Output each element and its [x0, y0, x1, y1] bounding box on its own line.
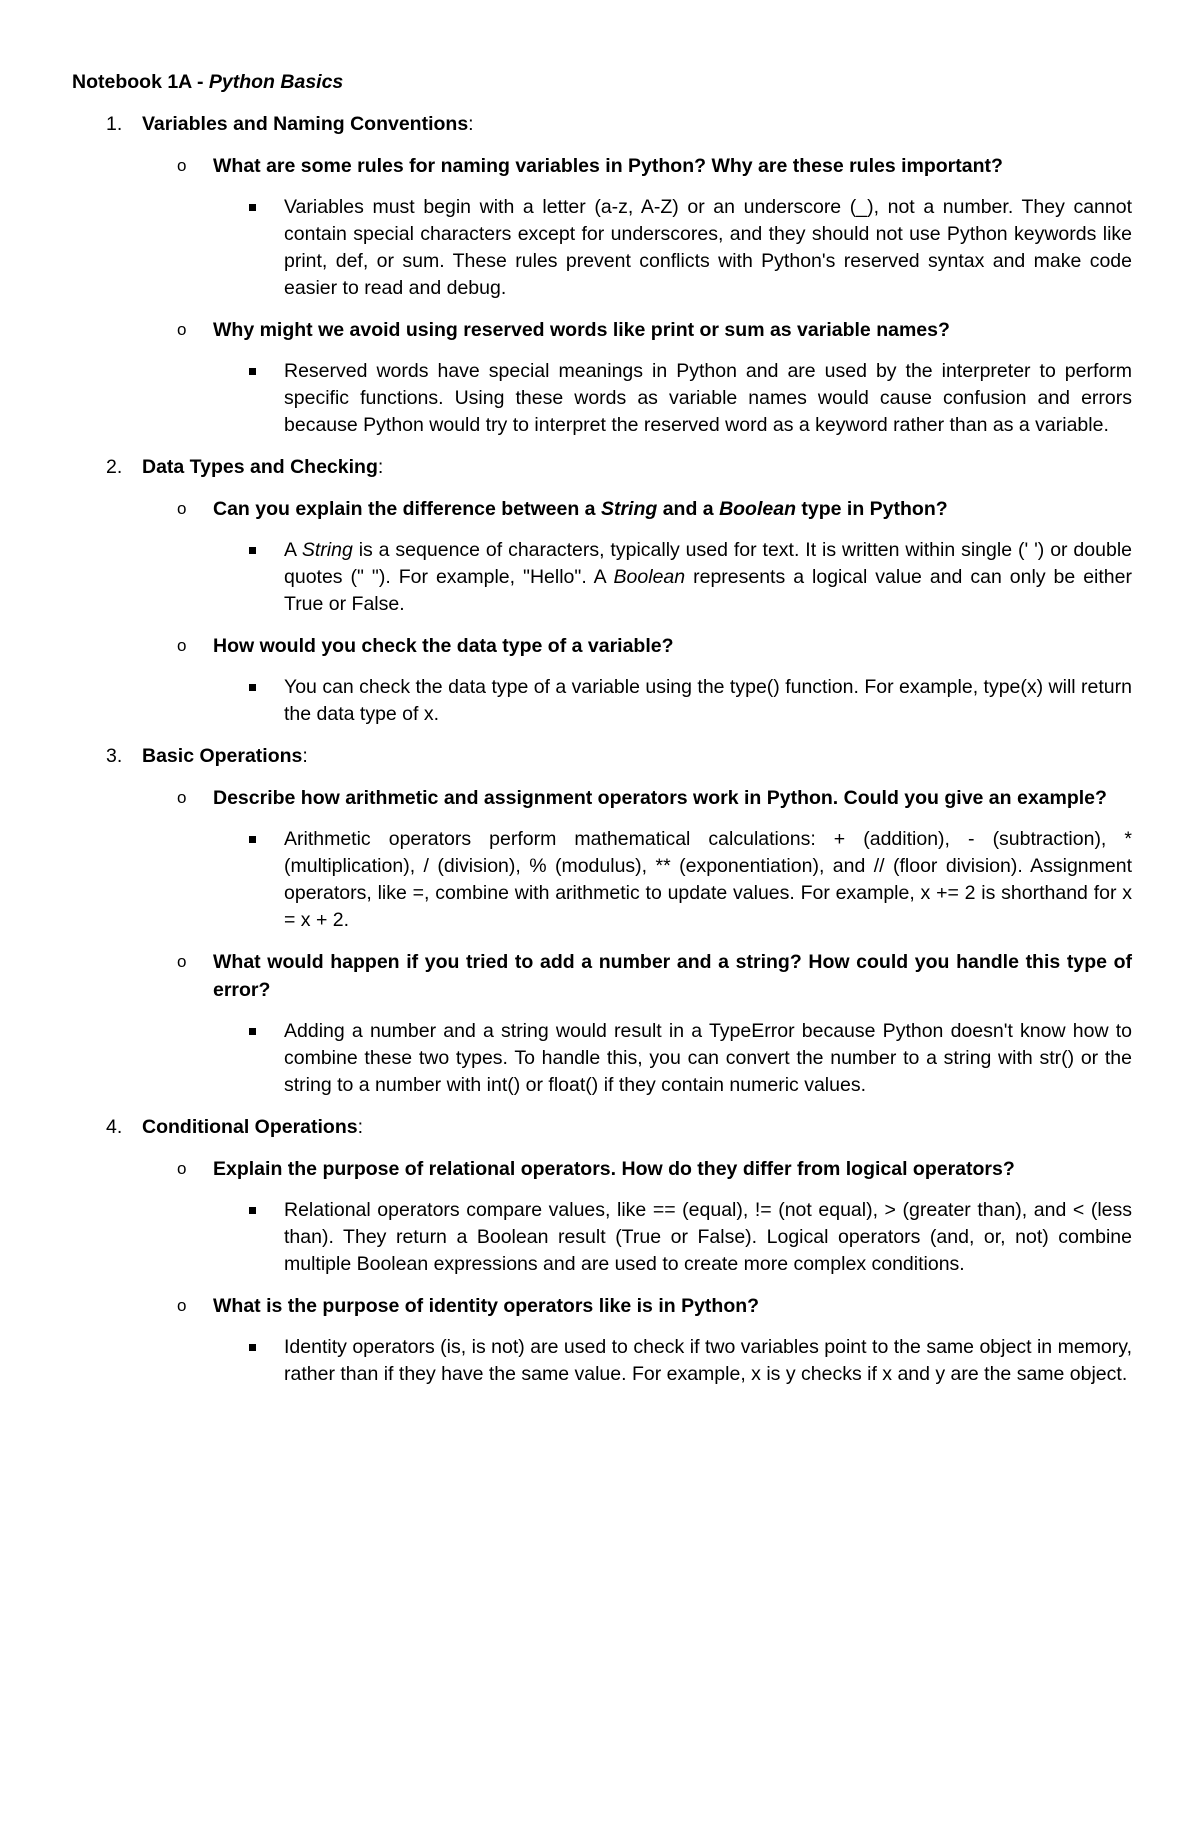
answer-text: Arithmetic operators perform mathematical calculations: + (addition), - (subtraction), * (multiplication), / (division), % (modulus), ** (exponentiation), and // (floor division). Assignment operators, like =, combine with arithmetic to update values. For example, x += 2 is shorthand for x = x + 2. — [284, 828, 1132, 931]
section-basic-operations — [72, 742, 1132, 1099]
section-colon: : — [377, 456, 384, 478]
hollow-bullet-icon: o — [177, 1296, 187, 1315]
answer — [72, 1197, 1132, 1278]
title-prefix: Notebook 1A — [72, 71, 192, 93]
answer-text-part: represents a logical value and can only be either True or False. — [284, 566, 1132, 615]
section-number: 4. — [106, 1116, 123, 1138]
question — [72, 948, 1132, 1004]
section-colon: : — [302, 745, 308, 767]
square-bullet-icon — [249, 1207, 256, 1214]
hollow-bullet-icon: o — [177, 952, 187, 971]
square-bullet-icon — [249, 368, 256, 375]
answer-text-part: A — [284, 539, 302, 561]
hollow-bullet-icon: o — [177, 156, 187, 175]
question — [72, 316, 1132, 344]
square-bullet-icon — [249, 1028, 256, 1035]
section-number: 2. — [106, 456, 123, 478]
question-text: What is the purpose of identity operators like is in Python? — [213, 1295, 760, 1317]
document-page — [72, 68, 1132, 1402]
answer — [72, 194, 1132, 302]
question-text — [213, 498, 948, 520]
square-bullet-icon — [249, 547, 256, 554]
answer-text: Identity operators (is, is not) are used to check if two variables point to the same object in memory, rather than if they have the same value. For example, x is y checks if x and y are the same object. — [284, 1336, 1132, 1385]
section-conditional-operations — [72, 1113, 1132, 1388]
page-title — [72, 68, 1132, 96]
answer-text: Relational operators compare values, like == (equal), != (not equal), > (greater than), and < (less than). They return a Boolean result (True or False). Logical operators (and, or, not) combine multiple Boolean expressions and are used to create more complex conditions. — [284, 1199, 1132, 1275]
answer-text-emphasis: Boolean — [613, 566, 686, 588]
section-number: 1. — [106, 113, 123, 135]
answer — [72, 674, 1132, 728]
section-colon: : — [468, 113, 474, 135]
question-text: Why might we avoid using reserved words like print or sum as variable names? — [213, 319, 950, 341]
answer-text: Reserved words have special meanings in Python and are used by the interpreter to perform specific functions. Using these words as variable names would cause confusion and errors because Python would try to interpret the reserved word as a keyword rather than as a variable. — [284, 360, 1132, 436]
section-title: Basic Operations — [142, 745, 303, 767]
section-title: Variables and Naming Conventions — [142, 113, 469, 135]
question-text: Explain the purpose of relational operators. How do they differ from logical operators? — [213, 1158, 1015, 1180]
hollow-bullet-icon: o — [177, 636, 187, 655]
section-data-types — [72, 453, 1132, 728]
question-text: Describe how arithmetic and assignment operators work in Python. Could you give an example? — [213, 787, 1107, 809]
answer-text-part: is a sequence of characters, typically used for text. It is written within single (' ') or double quotes (" "). For example, "Hello". A — [284, 539, 1132, 588]
question — [72, 1155, 1132, 1183]
answer-text — [284, 539, 1132, 615]
question-text-part: Can you explain the difference between a — [213, 498, 601, 520]
answer-text: Adding a number and a string would result in a TypeError because Python doesn't know how to combine these two types. To handle this, you can convert the number to a string with str() or the string to a number with int() or float() if they contain numeric values. — [284, 1020, 1132, 1096]
question-text-emphasis: Boolean — [719, 498, 796, 520]
answer — [72, 1334, 1132, 1388]
hollow-bullet-icon: o — [177, 788, 187, 807]
question-text: How would you check the data type of a variable? — [213, 635, 674, 657]
square-bullet-icon — [249, 836, 256, 843]
question — [72, 152, 1132, 180]
square-bullet-icon — [249, 1344, 256, 1351]
section-heading — [72, 1113, 1132, 1141]
section-colon: : — [357, 1116, 364, 1138]
answer-text-emphasis: String — [301, 539, 353, 561]
title-subject: Python Basics — [208, 71, 344, 93]
question — [72, 632, 1132, 660]
question — [72, 495, 1132, 523]
question-text-part: and a — [657, 498, 720, 520]
answer-text: Variables must begin with a letter (a-z, A-Z) or an underscore (_), not a number. They cannot contain special characters except for underscores, and they should not use Python keywords like print, def, or sum. These rules prevent conflicts with Python's reserved syntax and make code easier to read and debug. — [284, 196, 1132, 299]
hollow-bullet-icon: o — [177, 320, 187, 339]
section-number: 3. — [106, 745, 123, 767]
hollow-bullet-icon: o — [177, 499, 187, 518]
answer — [72, 358, 1132, 439]
question-text-emphasis: String — [600, 498, 658, 520]
section-variables — [72, 110, 1132, 439]
section-title: Conditional Operations — [142, 1116, 358, 1138]
square-bullet-icon — [249, 204, 256, 211]
answer-text: You can check the data type of a variable using the type() function. For example, type(x) will return the data type of x. — [284, 676, 1132, 725]
section-heading — [72, 110, 1132, 138]
question — [72, 1292, 1132, 1320]
question — [72, 784, 1132, 812]
answer — [72, 537, 1132, 618]
section-heading — [72, 453, 1132, 481]
question-text: What would happen if you tried to add a number and a string? How could you handle this type of error? — [213, 951, 1132, 1001]
question-text-part: type in Python? — [796, 498, 948, 520]
section-heading — [72, 742, 1132, 770]
answer — [72, 826, 1132, 934]
square-bullet-icon — [249, 684, 256, 691]
answer — [72, 1018, 1132, 1099]
title-separator: - — [191, 71, 209, 93]
question-text: What are some rules for naming variables in Python? Why are these rules important? — [213, 155, 1003, 177]
hollow-bullet-icon: o — [177, 1159, 187, 1178]
section-title: Data Types and Checking — [142, 456, 378, 478]
